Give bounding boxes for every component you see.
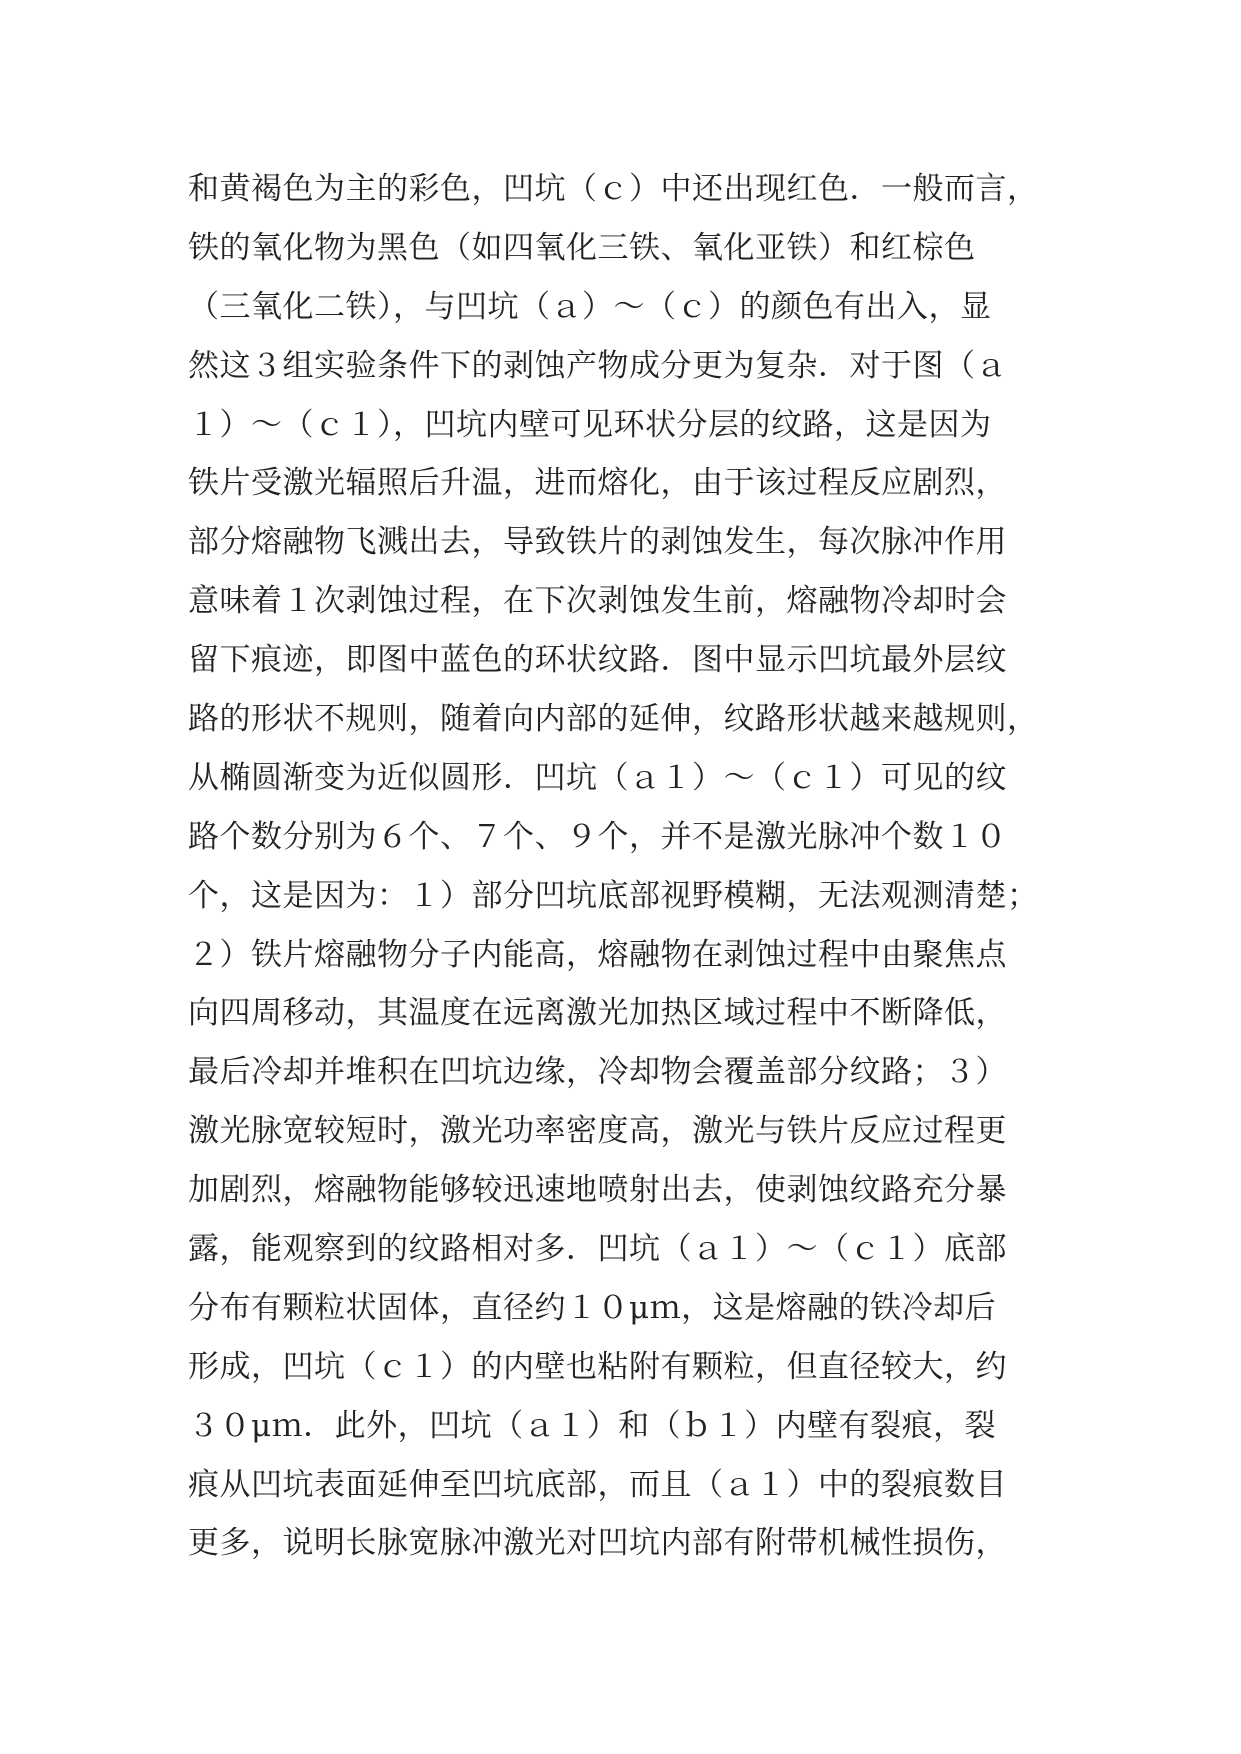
text-line: 更多，说明长脉宽脉冲激光对凹坑内部有附带机械性损伤， xyxy=(188,1525,1007,1562)
text-line: 从椭圆渐变为近似圆形．凹坑（ａ１）～（ｃ１）可见的纹 xyxy=(188,759,1007,796)
text-line: 铁片受激光辐照后升温，进而熔化，由于该过程反应剧烈， xyxy=(188,465,1007,502)
text-line: 激光脉宽较短时，激光功率密度高，激光与铁片反应过程更 xyxy=(188,1113,1007,1150)
text-line: １）～（ｃ１），凹坑内壁可见环状分层的纹路，这是因为 xyxy=(188,406,992,443)
text-line: 个，这是因为：１）部分凹坑底部视野模糊，无法观测清楚； xyxy=(188,877,1039,914)
text-line: 意味着１次剥蚀过程，在下次剥蚀发生前，熔融物冷却时会 xyxy=(188,583,1007,620)
text-line: 路的形状不规则，随着向内部的延伸，纹路形状越来越规则， xyxy=(188,701,1039,738)
text-line: ２）铁片熔融物分子内能高，熔融物在剥蚀过程中由聚焦点 xyxy=(188,936,1007,973)
text-line: 露，能观察到的纹路相对多．凹坑（ａ１）～（ｃ１）底部 xyxy=(188,1231,1007,1268)
text-line: 最后冷却并堆积在凹坑边缘，冷却物会覆盖部分纹路；３） xyxy=(188,1054,1007,1091)
text-line: 铁的氧化物为黑色（如四氧化三铁、氧化亚铁）和红棕色 xyxy=(188,229,976,266)
text-line: （三氧化二铁），与凹坑（ａ）～（ｃ）的颜色有出入，显 xyxy=(188,288,992,325)
text-line: 分布有颗粒状固体，直径约１０μｍ，这是熔融的铁冷却后 xyxy=(188,1289,997,1326)
text-line: 路个数分别为６个、７个、９个，并不是激光脉冲个数１０ xyxy=(188,818,1007,855)
text-line: ３０μｍ．此外，凹坑（ａ１）和（ｂ１）内壁有裂痕，裂 xyxy=(188,1407,997,1444)
body-paragraph xyxy=(188,160,1078,1573)
text-line: 形成，凹坑（ｃ１）的内壁也粘附有颗粒，但直径较大，约 xyxy=(188,1348,1007,1385)
text-line: 向四周移动，其温度在远离激光加热区域过程中不断降低， xyxy=(188,995,1007,1032)
text-line: 和黄褐色为主的彩色，凹坑（ｃ）中还出现红色．一般而言， xyxy=(188,171,1039,207)
text-line: 然这３组实验条件下的剥蚀产物成分更为复杂．对于图（ａ xyxy=(188,347,1007,384)
text-line: 部分熔融物飞溅出去，导致铁片的剥蚀发生，每次脉冲作用 xyxy=(188,524,1007,561)
text-line: 留下痕迹，即图中蓝色的环状纹路．图中显示凹坑最外层纹 xyxy=(188,642,1007,679)
text-line: 加剧烈，熔融物能够较迅速地喷射出去，使剥蚀纹路充分暴 xyxy=(188,1172,1007,1209)
text-line: 痕从凹坑表面延伸至凹坑底部，而且（ａ１）中的裂痕数目 xyxy=(188,1466,1007,1503)
